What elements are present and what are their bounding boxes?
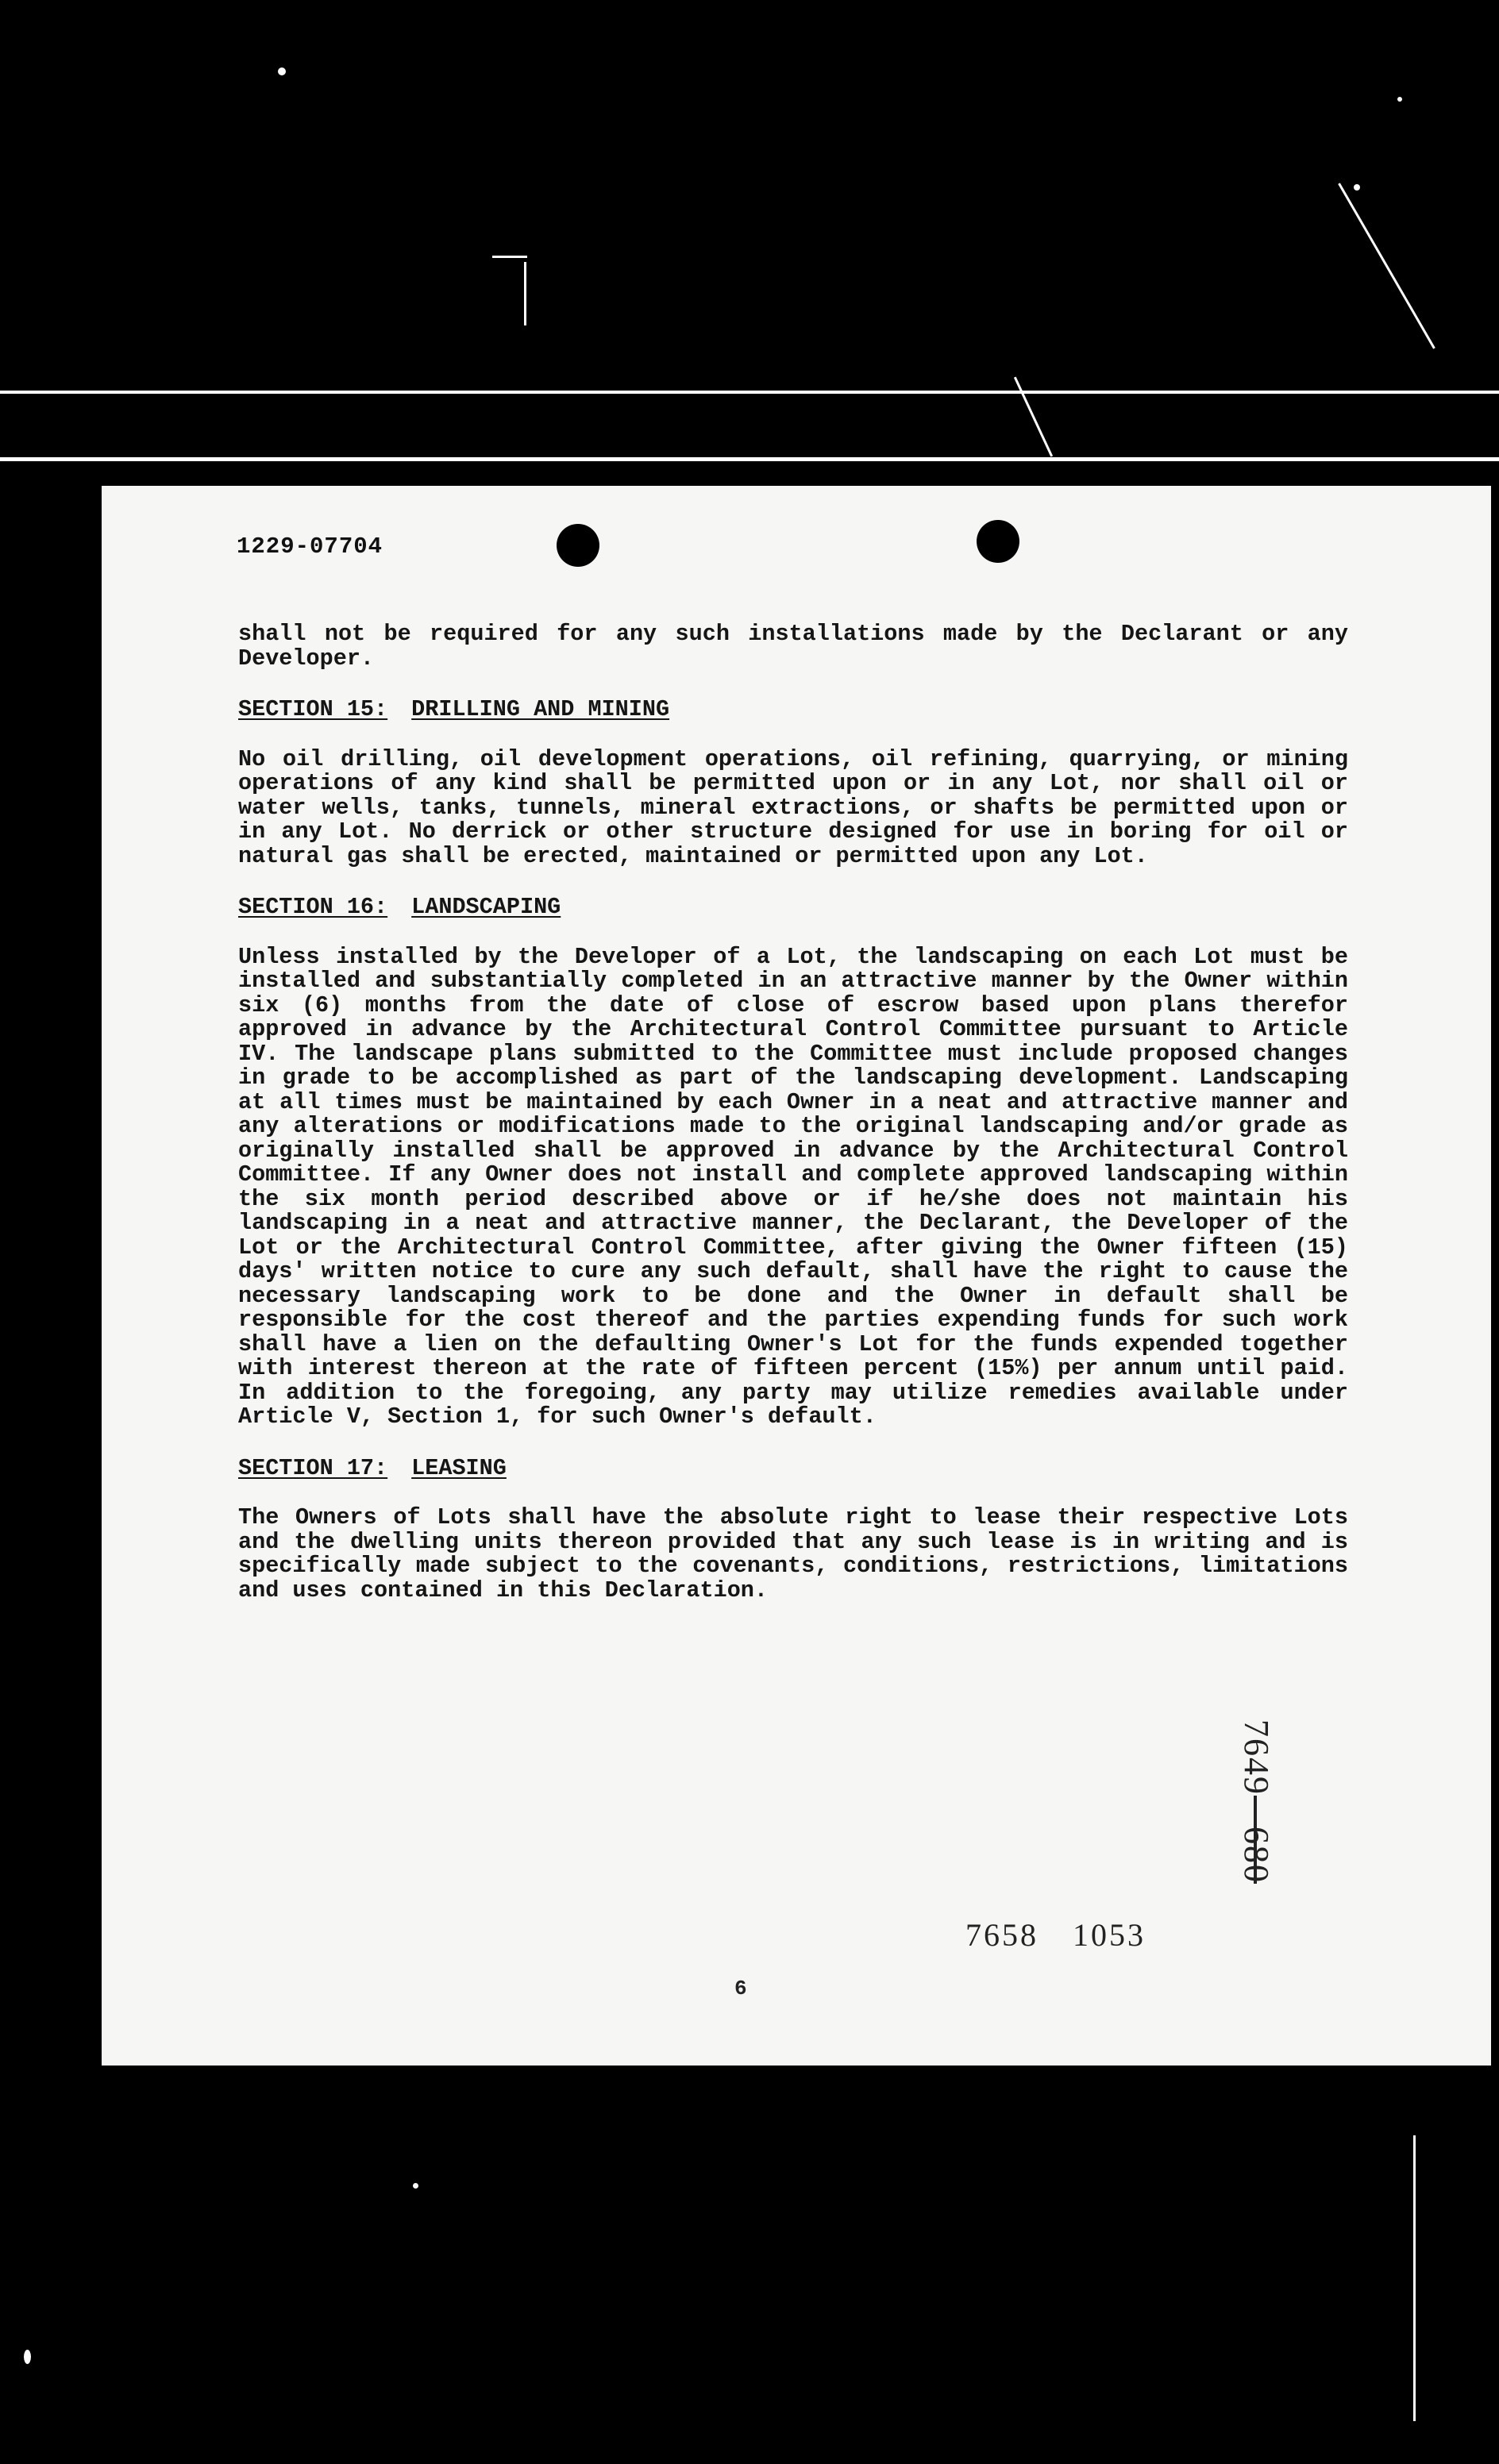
page-number: 6 [734, 1977, 747, 2000]
section-17-heading [238, 1454, 1348, 1481]
punch-hole-right [977, 520, 1019, 563]
scan-artifact-line [0, 457, 1499, 461]
margin-stamp-second: 680 [1237, 1827, 1276, 1884]
intro-paragraph: shall not be required for any such installations made by the Declarant or any Developer. [238, 621, 1348, 672]
scan-speck [24, 2350, 31, 2364]
scan-artifact-line [492, 256, 527, 258]
margin-stamp-first: 7649 [1237, 1719, 1276, 1796]
scan-speck [278, 67, 286, 75]
section-15-heading [238, 698, 1348, 722]
section-17-number: SECTION 17: [238, 1454, 388, 1481]
section-16-number: SECTION 16: [238, 894, 388, 920]
section-16-text: Unless installed by the Developer of a Lot, the landscaping on each Lot must be installed and substantially completed in an attractive manner by the Owner within six (6) months from the date of close of escrow based upon plans therefor approved in advance by the Architectural Control Committee pursuant to Article IV. The landscape plans submitted to the Committee must include proposed changes in grade to be accomplished as part of the landscaping development. Landscaping at all times must be maintained by each Owner in a neat and attractive manner and any alterations or modifications made to the original landscaping and/or grade as originally installed shall be approved in advance by the Architectural Control Committee. If any Owner does not install and complete approved landscaping within the six month period described above or if he/she does not maintain his landscaping in a neat and attractive manner, the Declarant, the Developer of the Lot or the Architectural Control Committee, after giving the Owner fifteen (15) days' written notice to cure any such default, shall have the right to cause the necessary landscaping work to be done and the Owner in default shall be responsible for the cost thereof and the parties expending funds for such work shall have a lien on the defaulting Owner's Lot for the funds expended together with interest thereon at the rate of fifteen percent (15%) per annum until paid. In addition to the foregoing, any party may utilize remedies available under Article V, Section 1, for such Owner's default. [238, 943, 1348, 1430]
section-15-title: DRILLING AND MINING [411, 696, 670, 722]
section-15-text: No oil drilling, oil development operations, oil refining, quarrying, or mining operations of any kind shall be permitted upon or in any Lot, nor shall oil or water wells, tanks, tunnels, mineral extractions, or shafts be permitted upon or in any Lot. No derrick or other structure designed for use in boring for oil or natural gas shall be erected, maintained or permitted upon any Lot. [238, 745, 1348, 869]
section-17-text: The Owners of Lots shall have the absolute right to lease their respective Lots and the dwelling units thereon provided that any such lease is in writing and is specifically made subject to the covenants, conditions, restrictions, limitations and uses contained in this Declaration. [238, 1504, 1348, 1604]
scan-artifact-line [0, 391, 1499, 394]
section-17-title: LEASING [411, 1454, 507, 1481]
scan-speck [413, 2183, 418, 2189]
section-15-number: SECTION 15: [238, 696, 388, 722]
scan-artifact-line [1014, 377, 1053, 457]
margin-stamp [1236, 1719, 1277, 1884]
margin-stamp-strike [1237, 1796, 1276, 1827]
section-16-heading [238, 895, 1348, 920]
book-page-number: 7658 1053 [965, 1917, 1146, 1953]
scan-speck [1354, 184, 1360, 191]
punch-hole-left [557, 524, 599, 567]
document-number: 1229-07704 [237, 533, 383, 560]
scan-artifact-line [1338, 183, 1435, 348]
scan-artifact-line [1413, 2135, 1416, 2421]
document-body [238, 622, 1348, 1603]
section-16-title: LANDSCAPING [411, 894, 561, 920]
scan-speck [1397, 97, 1402, 102]
document-page [102, 486, 1491, 2066]
scan-artifact-line [524, 262, 526, 325]
